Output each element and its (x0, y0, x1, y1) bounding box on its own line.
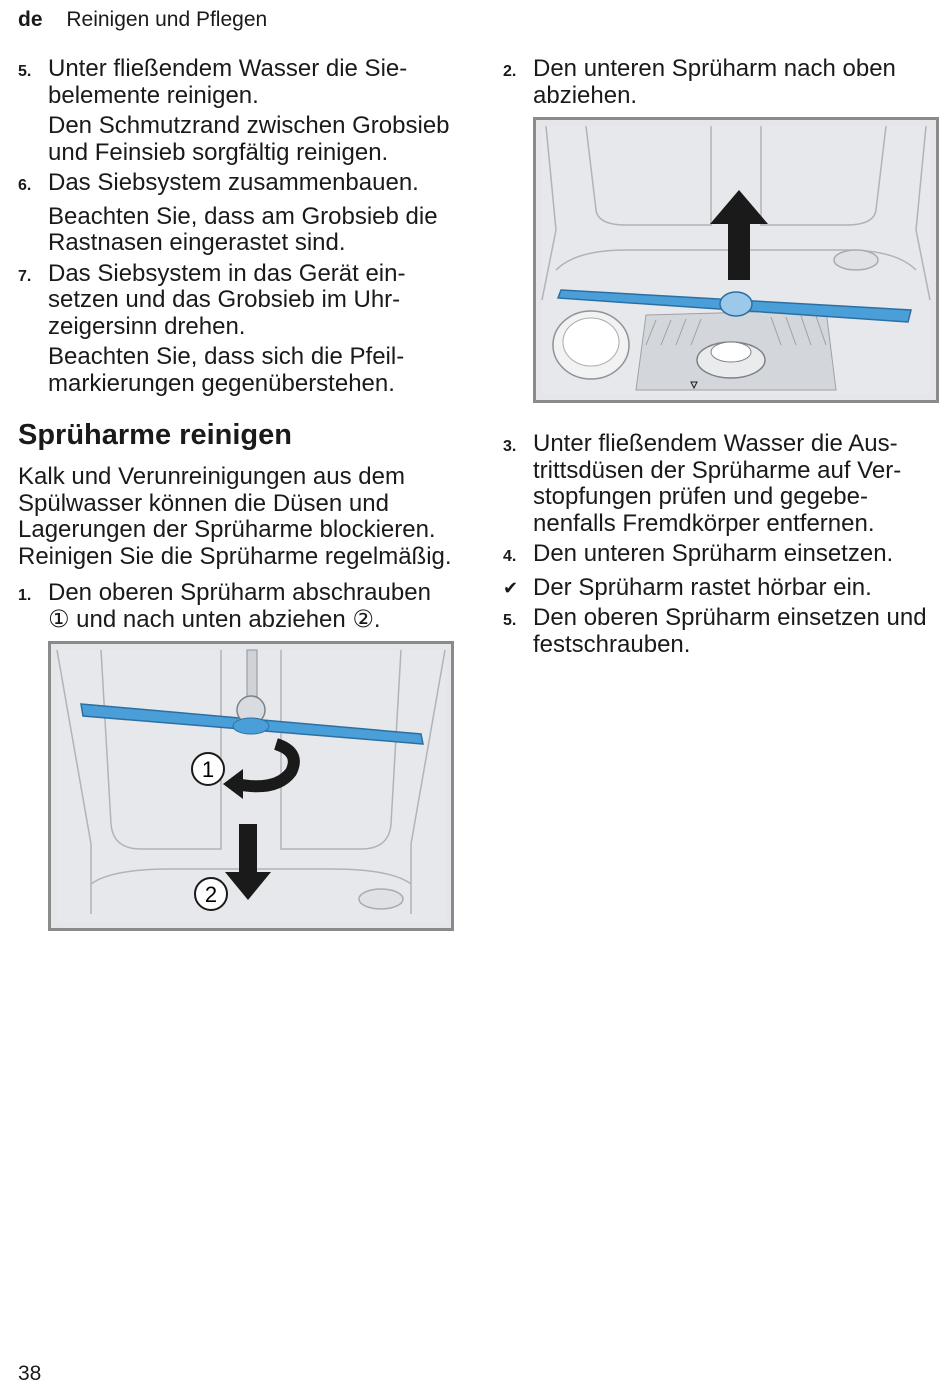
step-number: 5. (503, 612, 517, 629)
upper-spray-arm-illustration (51, 644, 451, 928)
upper-spray-arm-figure (48, 641, 454, 931)
callout-1: 1 (201, 757, 215, 782)
step-text: Unter fließendem Wasser die Austrittsdüsen der Sprüharme auf Verstopfungen prüfen und gegebenenfalls Fremdkörper entfernen. (533, 430, 902, 537)
lower-spray-arm-illustration (536, 120, 936, 400)
step-7-note: Beachten Sie, dass sich die Pfeilmarkierungen gegenüberstehen. (48, 343, 405, 397)
right-column (503, 56, 935, 662)
checkmark-icon: ✔ (503, 577, 519, 598)
step-5 (18, 56, 458, 109)
step-6 (18, 170, 458, 200)
step-2 (503, 56, 935, 109)
page-number: 38 (18, 1362, 42, 1385)
step-number: 5. (18, 63, 32, 80)
step-number: 7. (18, 267, 32, 285)
step-text: Den oberen Sprüharm abschrauben ① und nach unten abziehen ②. (48, 579, 431, 633)
step-text: Den unteren Sprüharm nach oben abziehen. (533, 55, 896, 109)
result-line (503, 575, 935, 602)
step-text: Den oberen Sprüharm einsetzen und festschrauben. (533, 604, 927, 658)
step-number: 6. (18, 177, 32, 194)
step-text: Das Siebsystem in das Gerät einsetzen und das Grobsieb im Uhrzeigersinn drehen. (48, 259, 406, 340)
step-4 (503, 541, 935, 571)
callout-2: 2 (204, 882, 218, 907)
language-code: de (18, 8, 43, 31)
step-text: Unter fließendem Wasser die Siebelemente reinigen. (48, 55, 408, 109)
step-1 (18, 580, 458, 633)
section-title: Reinigen und Pflegen (66, 8, 268, 31)
step-text: Das Siebsystem zusammenbauen. (48, 169, 419, 196)
intro-paragraph: Kalk und Verunreinigungen aus dem Spülwasser können die Düsen und Lagerungen der Sprüharme blockieren. Reinigen Sie die Sprüharme regelmäßig. (18, 463, 452, 570)
result-text: Der Sprüharm rastet hörbar ein. (533, 573, 872, 601)
section-heading: Sprüharme reinigen (18, 419, 292, 451)
step-number: 3. (503, 438, 517, 455)
left-column (18, 56, 458, 931)
step-number: 1. (18, 587, 32, 604)
step-6-note: Beachten Sie, dass am Grobsieb die Rastnasen eingerastet sind. (48, 202, 438, 256)
step-7 (18, 261, 458, 341)
step-5-right (503, 605, 935, 658)
step-number: 4. (503, 548, 517, 565)
page-header (18, 8, 267, 32)
step-3 (503, 431, 935, 537)
step-5-note: Den Schmutzrand zwischen Grobsieb und Feinsieb sorgfältig reinigen. (48, 112, 450, 166)
lower-spray-arm-figure (533, 117, 939, 403)
step-text: Den unteren Sprüharm einsetzen. (533, 540, 894, 567)
step-number: 2. (503, 63, 517, 80)
